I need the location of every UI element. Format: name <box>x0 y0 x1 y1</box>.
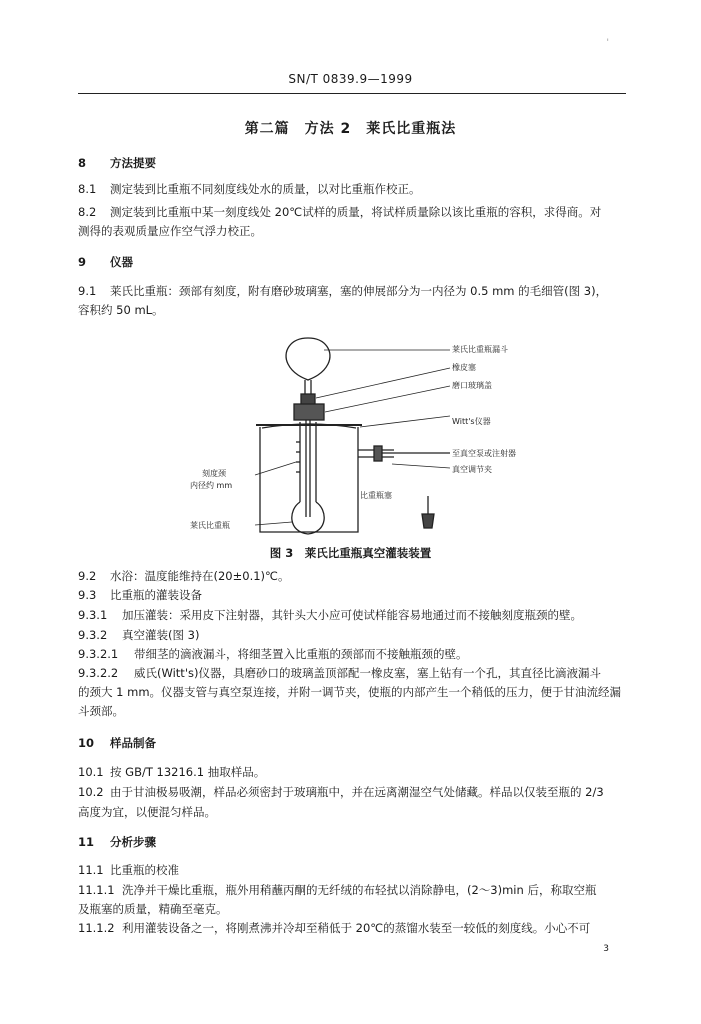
clause-number: 10.2 <box>78 785 104 799</box>
clause-number: 9.1 <box>78 284 97 298</box>
clause-number: 9.3.2 <box>78 628 108 642</box>
section-number: 9 <box>78 255 87 269</box>
label-vacuum-pump: 至真空泵或注射器 <box>452 449 516 458</box>
clause-number: 9.2 <box>78 569 97 583</box>
figure-caption: 图 3 莱氏比重瓶真空灌装装置 <box>269 546 432 560</box>
clause-number: 9.3 <box>78 588 97 602</box>
clause-text: 真空灌装(图 3) <box>122 628 200 642</box>
text-line <box>78 920 630 936</box>
clause-text: 水浴：温度能维持在(20±0.1)℃。 <box>110 569 290 583</box>
section-heading: 方法提要 <box>110 156 156 170</box>
clause-text: 带细茎的滴液漏斗，将细茎置入比重瓶的颈部而不接触瓶颈的壁。 <box>134 647 468 661</box>
label-regulating-clamp: 真空调节夹 <box>452 465 492 474</box>
clause-text: 测定装到比重瓶中某一刻度线处 20℃试样的质量，将试样质量除以该比重瓶的容积，求得商。对 <box>110 205 602 219</box>
text-line <box>78 204 630 220</box>
clause-text: 高度为宜，以便混匀样品。 <box>78 805 216 819</box>
text-line <box>78 784 630 800</box>
text-line <box>78 882 630 898</box>
text-line <box>78 223 630 239</box>
label-graduated-neck: 刻度颈 <box>202 469 226 478</box>
text-line <box>78 181 630 197</box>
section-heading: 仪器 <box>110 255 133 269</box>
text-line <box>78 302 630 318</box>
clause-text: 测定装到比重瓶不同刻度线处水的质量，以对比重瓶作校正。 <box>110 182 421 196</box>
text-line <box>78 283 630 299</box>
label-pycnometer: 莱氏比重瓶 <box>190 521 230 530</box>
label-glass-lid: 磨口玻璃盖 <box>452 381 492 390</box>
clause-text: 利用灌装设备之一，将刚煮沸并冷却至稍低于 20℃的蒸馏水装至一较低的刻度线。小心不可 <box>122 921 591 935</box>
text-line <box>78 627 630 643</box>
label-pycnometer-stopper: 比重瓶塞 <box>360 491 392 500</box>
text-line <box>78 735 630 751</box>
corner-mark: ' <box>606 38 609 48</box>
clause-number: 11.1.2 <box>78 921 115 935</box>
text-line <box>78 254 630 270</box>
clause-text: 的颈大 1 mm。仪器支管与真空泵连接，并附一调节夹，使瓶的内部产生一个稍低的压力，便于甘油流经漏 <box>78 685 622 699</box>
page-title: 第二篇 方法 2 莱氏比重瓶法 <box>244 121 457 137</box>
label-witts-apparatus: Witt's仪器 <box>452 417 491 426</box>
label-funnel: 莱氏比重瓶漏斗 <box>452 345 508 354</box>
clause-number: 9.3.1 <box>78 608 108 622</box>
clause-text: 威氏(Witt's)仪器，具磨砂口的玻璃盖顶部配一橡皮塞，塞上钻有一个孔，其直径比滴液漏斗 <box>134 666 601 680</box>
clause-text: 容积约 50 mL。 <box>78 303 164 317</box>
text-line <box>78 862 630 878</box>
clause-text: 比重瓶的灌装设备 <box>110 588 202 602</box>
text-line <box>78 804 630 820</box>
clause-text: 由于甘油极易吸潮，样品必须密封于玻璃瓶中，并在远离潮湿空气处储藏。样品以仅装至瓶的 2/3 <box>110 785 604 799</box>
text-line <box>78 684 630 700</box>
text-line <box>78 703 630 719</box>
clause-number: 8.2 <box>78 205 97 219</box>
clause-number: 9.3.2.1 <box>78 647 119 661</box>
clause-text: 洗净并干燥比重瓶，瓶外用稍蘸丙酮的无纤绒的布轻拭以消除静电，(2～3)min 后，称取空瓶 <box>122 883 597 897</box>
clause-text: 比重瓶的校准 <box>110 863 179 877</box>
clause-number: 11.1 <box>78 863 104 877</box>
clause-number: 11.1.1 <box>78 883 115 897</box>
text-line <box>78 901 630 917</box>
clause-text: 斗颈部。 <box>78 704 124 718</box>
text-line <box>78 646 630 662</box>
funnel-bulb-shape <box>286 338 330 380</box>
section-number: 11 <box>78 835 95 849</box>
clause-text: 莱氏比重瓶：颈部有刻度，附有磨砂玻璃塞，塞的伸展部分为一内径为 0.5 mm 的毛细管(图 3)， <box>110 284 608 298</box>
text-line <box>78 764 630 780</box>
clause-text: 测得的表观质量应作空气浮力校正。 <box>78 224 262 238</box>
text-line <box>78 607 630 623</box>
apparatus-figure <box>160 332 560 544</box>
clause-number: 8.1 <box>78 182 97 196</box>
section-number: 8 <box>78 156 87 170</box>
text-line <box>78 834 630 850</box>
section-heading: 分析步骤 <box>110 835 156 849</box>
clause-number: 10.1 <box>78 765 104 779</box>
text-line <box>78 665 630 681</box>
section-number: 10 <box>78 736 95 750</box>
text-line <box>78 587 630 603</box>
text-line <box>78 568 630 584</box>
text-line <box>78 155 630 171</box>
clause-text: 按 GB/T 13216.1 抽取样品。 <box>110 765 266 779</box>
label-inner-diameter: 内径约 mm <box>190 481 233 490</box>
clause-text: 加压灌装：采用皮下注射器，其针头大小应可使试样能容易地通过而不接触刻度瓶颈的壁。 <box>122 608 582 622</box>
apparatus-drawing <box>160 332 560 544</box>
header-rule <box>78 93 626 94</box>
document-code-header: SN/T 0839.9—1999 <box>288 72 413 86</box>
section-heading: 样品制备 <box>110 736 156 750</box>
clause-number: 9.3.2.2 <box>78 666 119 680</box>
clause-text: 及瓶塞的质量，精确至毫克。 <box>78 902 228 916</box>
page-number: 3 <box>603 944 609 954</box>
label-rubber-stopper: 橡皮塞 <box>452 363 476 372</box>
